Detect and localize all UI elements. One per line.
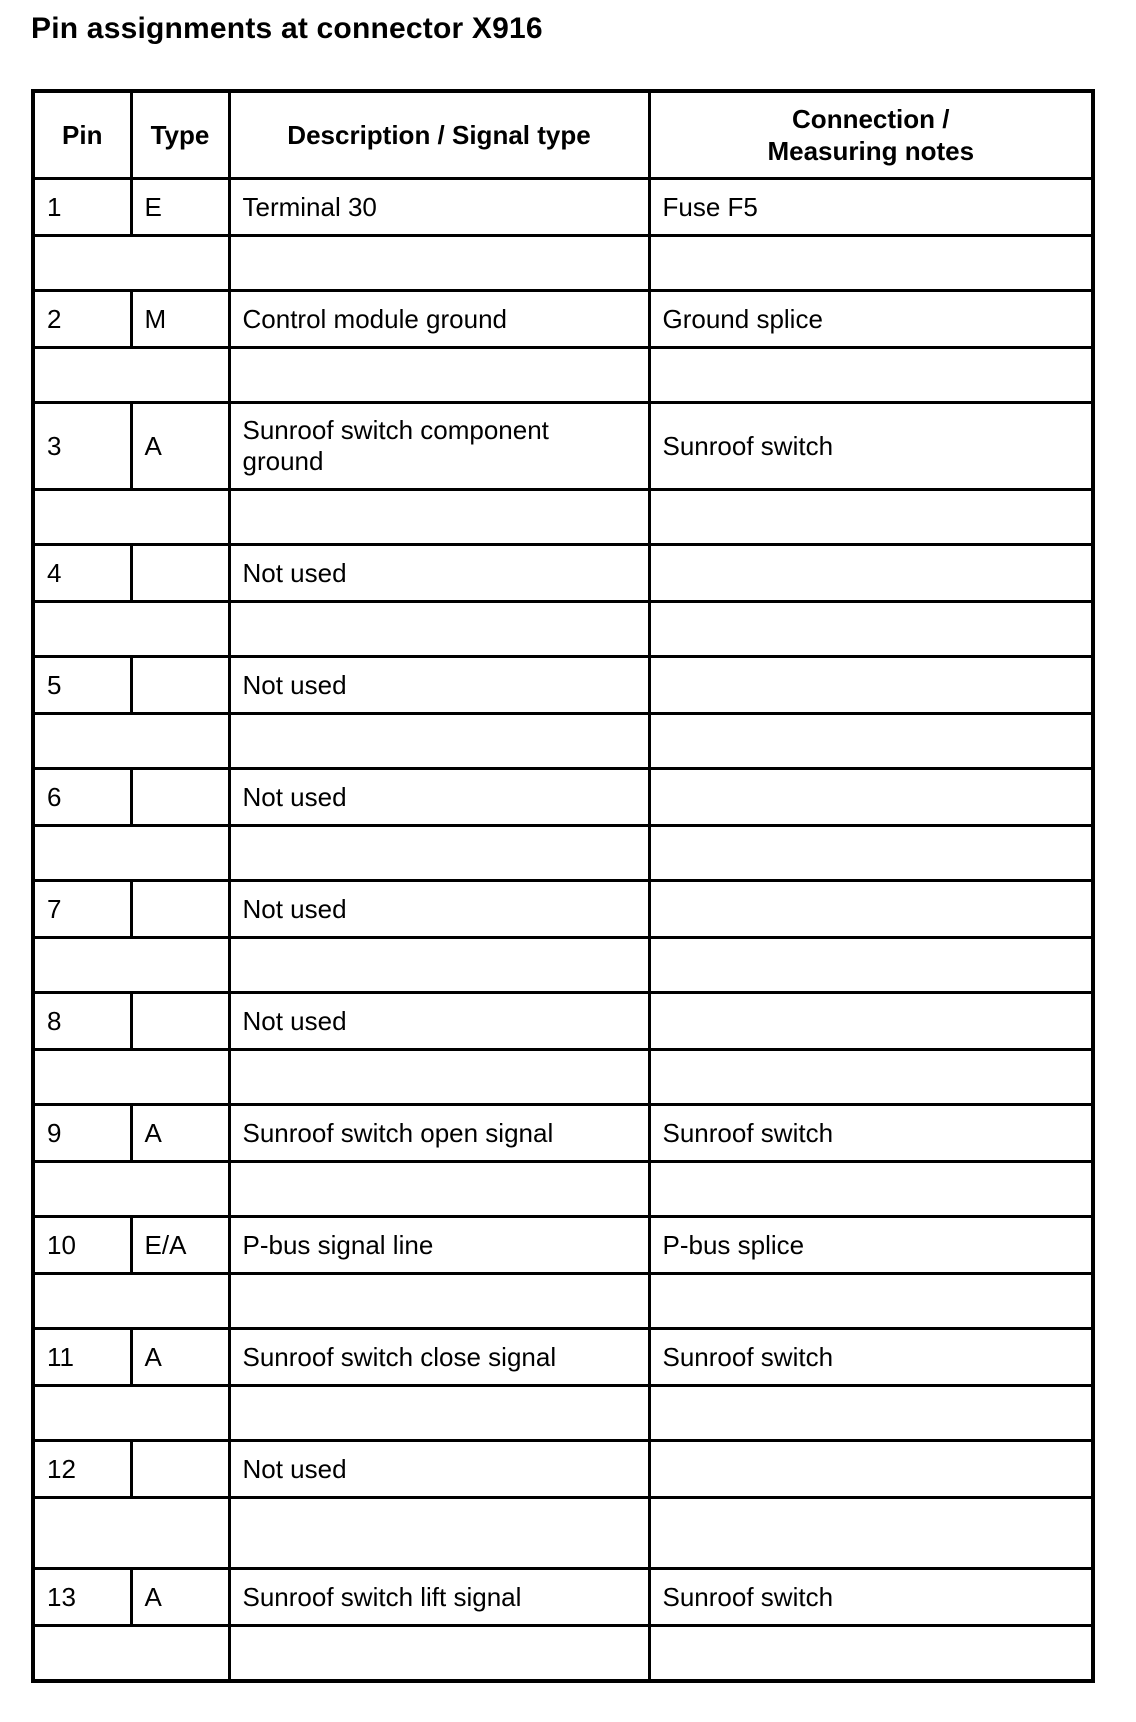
description-cell: Sunroof switch open signal <box>229 1105 649 1162</box>
spacer-cell <box>649 714 1093 769</box>
pin-cell: 3 <box>33 403 131 490</box>
pin-cell: 5 <box>33 657 131 714</box>
header-connection-line1: Connection / <box>792 104 950 134</box>
connection-cell: Sunroof switch <box>649 403 1093 490</box>
spacer-cell <box>33 236 229 291</box>
pin-cell: 12 <box>33 1441 131 1498</box>
pin-cell: 2 <box>33 291 131 348</box>
spacer-cell <box>649 348 1093 403</box>
header-description: Description / Signal type <box>229 91 649 179</box>
pin-cell: 10 <box>33 1217 131 1274</box>
spacer-cell <box>229 1498 649 1569</box>
pin-cell: 7 <box>33 881 131 938</box>
spacer-row <box>33 490 1093 545</box>
spacer-cell <box>649 1386 1093 1441</box>
connection-cell: Fuse F5 <box>649 179 1093 236</box>
spacer-row <box>33 1386 1093 1441</box>
spacer-cell <box>33 348 229 403</box>
spacer-row <box>33 348 1093 403</box>
spacer-row <box>33 1498 1093 1569</box>
spacer-cell <box>649 938 1093 993</box>
description-cell: Not used <box>229 769 649 826</box>
pin-assignment-table <box>31 89 1095 1683</box>
table-row-pin-10 <box>33 1217 1093 1274</box>
description-line1: Sunroof switch component <box>242 415 549 445</box>
spacer-row <box>33 1274 1093 1329</box>
connection-cell <box>649 545 1093 602</box>
table-row-pin-12 <box>33 1441 1093 1498</box>
type-cell <box>131 993 229 1050</box>
spacer-cell <box>33 1386 229 1441</box>
type-cell: M <box>131 291 229 348</box>
pin-cell: 13 <box>33 1569 131 1626</box>
description-line2: ground <box>242 446 324 476</box>
type-cell <box>131 881 229 938</box>
header-type: Type <box>131 91 229 179</box>
header-row <box>33 91 1093 179</box>
table-row-pin-6 <box>33 769 1093 826</box>
spacer-cell <box>229 714 649 769</box>
description-cell: Not used <box>229 545 649 602</box>
spacer-cell <box>649 236 1093 291</box>
table-row-pin-13 <box>33 1569 1093 1626</box>
spacer-cell <box>649 490 1093 545</box>
connection-cell: Sunroof switch <box>649 1105 1093 1162</box>
spacer-cell <box>229 1050 649 1105</box>
table-row-pin-11 <box>33 1329 1093 1386</box>
description-cell: Control module ground <box>229 291 649 348</box>
spacer-cell <box>33 1498 229 1569</box>
connection-cell <box>649 1441 1093 1498</box>
spacer-row <box>33 714 1093 769</box>
spacer-row <box>33 236 1093 291</box>
spacer-cell <box>33 1162 229 1217</box>
type-cell: A <box>131 403 229 490</box>
connection-cell <box>649 769 1093 826</box>
connection-cell <box>649 657 1093 714</box>
type-cell: A <box>131 1105 229 1162</box>
type-cell <box>131 545 229 602</box>
spacer-cell <box>33 938 229 993</box>
spacer-row <box>33 938 1093 993</box>
spacer-cell <box>649 1274 1093 1329</box>
type-cell <box>131 657 229 714</box>
spacer-cell <box>33 1626 229 1682</box>
type-cell: A <box>131 1329 229 1386</box>
spacer-cell <box>229 826 649 881</box>
spacer-cell <box>649 1162 1093 1217</box>
spacer-cell <box>229 1274 649 1329</box>
spacer-cell <box>33 602 229 657</box>
pin-cell: 6 <box>33 769 131 826</box>
spacer-row <box>33 1162 1093 1217</box>
spacer-cell <box>649 1050 1093 1105</box>
table-row-pin-8 <box>33 993 1093 1050</box>
connection-cell: Sunroof switch <box>649 1329 1093 1386</box>
spacer-cell <box>229 1626 649 1682</box>
table-row-pin-4 <box>33 545 1093 602</box>
table-row-pin-5 <box>33 657 1093 714</box>
spacer-cell <box>33 1050 229 1105</box>
spacer-cell <box>229 938 649 993</box>
table-row-pin-2 <box>33 291 1093 348</box>
pin-cell: 11 <box>33 1329 131 1386</box>
table-row-pin-1 <box>33 179 1093 236</box>
header-pin: Pin <box>33 91 131 179</box>
spacer-cell <box>229 490 649 545</box>
spacer-cell <box>649 1626 1093 1682</box>
spacer-cell <box>229 236 649 291</box>
spacer-cell <box>229 602 649 657</box>
type-cell: E <box>131 179 229 236</box>
spacer-cell <box>33 826 229 881</box>
connection-cell: P-bus splice <box>649 1217 1093 1274</box>
type-cell: A <box>131 1569 229 1626</box>
table-row-pin-3 <box>33 403 1093 490</box>
spacer-cell <box>33 490 229 545</box>
table-row-pin-7 <box>33 881 1093 938</box>
connection-cell <box>649 993 1093 1050</box>
type-cell <box>131 1441 229 1498</box>
description-cell: Not used <box>229 881 649 938</box>
type-cell: E/A <box>131 1217 229 1274</box>
description-cell <box>229 403 649 490</box>
type-cell <box>131 769 229 826</box>
header-connection <box>649 91 1093 179</box>
pin-cell: 1 <box>33 179 131 236</box>
spacer-cell <box>229 348 649 403</box>
spacer-cell <box>649 602 1093 657</box>
spacer-row <box>33 1050 1093 1105</box>
connection-cell <box>649 881 1093 938</box>
description-cell: P-bus signal line <box>229 1217 649 1274</box>
spacer-row <box>33 1626 1093 1682</box>
description-cell: Not used <box>229 993 649 1050</box>
spacer-row <box>33 602 1093 657</box>
spacer-cell <box>649 826 1093 881</box>
spacer-cell <box>33 714 229 769</box>
description-cell: Sunroof switch close signal <box>229 1329 649 1386</box>
spacer-cell <box>649 1498 1093 1569</box>
spacer-row <box>33 826 1093 881</box>
header-connection-line2: Measuring notes <box>767 136 975 166</box>
pin-cell: 9 <box>33 1105 131 1162</box>
description-cell: Sunroof switch lift signal <box>229 1569 649 1626</box>
page-title: Pin assignments at connector X916 <box>31 12 543 45</box>
spacer-cell <box>229 1386 649 1441</box>
table-row-pin-9 <box>33 1105 1093 1162</box>
spacer-cell <box>229 1162 649 1217</box>
description-cell: Not used <box>229 657 649 714</box>
connection-cell: Sunroof switch <box>649 1569 1093 1626</box>
spacer-cell <box>33 1274 229 1329</box>
description-cell: Terminal 30 <box>229 179 649 236</box>
pin-cell: 8 <box>33 993 131 1050</box>
pin-cell: 4 <box>33 545 131 602</box>
description-cell: Not used <box>229 1441 649 1498</box>
connection-cell: Ground splice <box>649 291 1093 348</box>
